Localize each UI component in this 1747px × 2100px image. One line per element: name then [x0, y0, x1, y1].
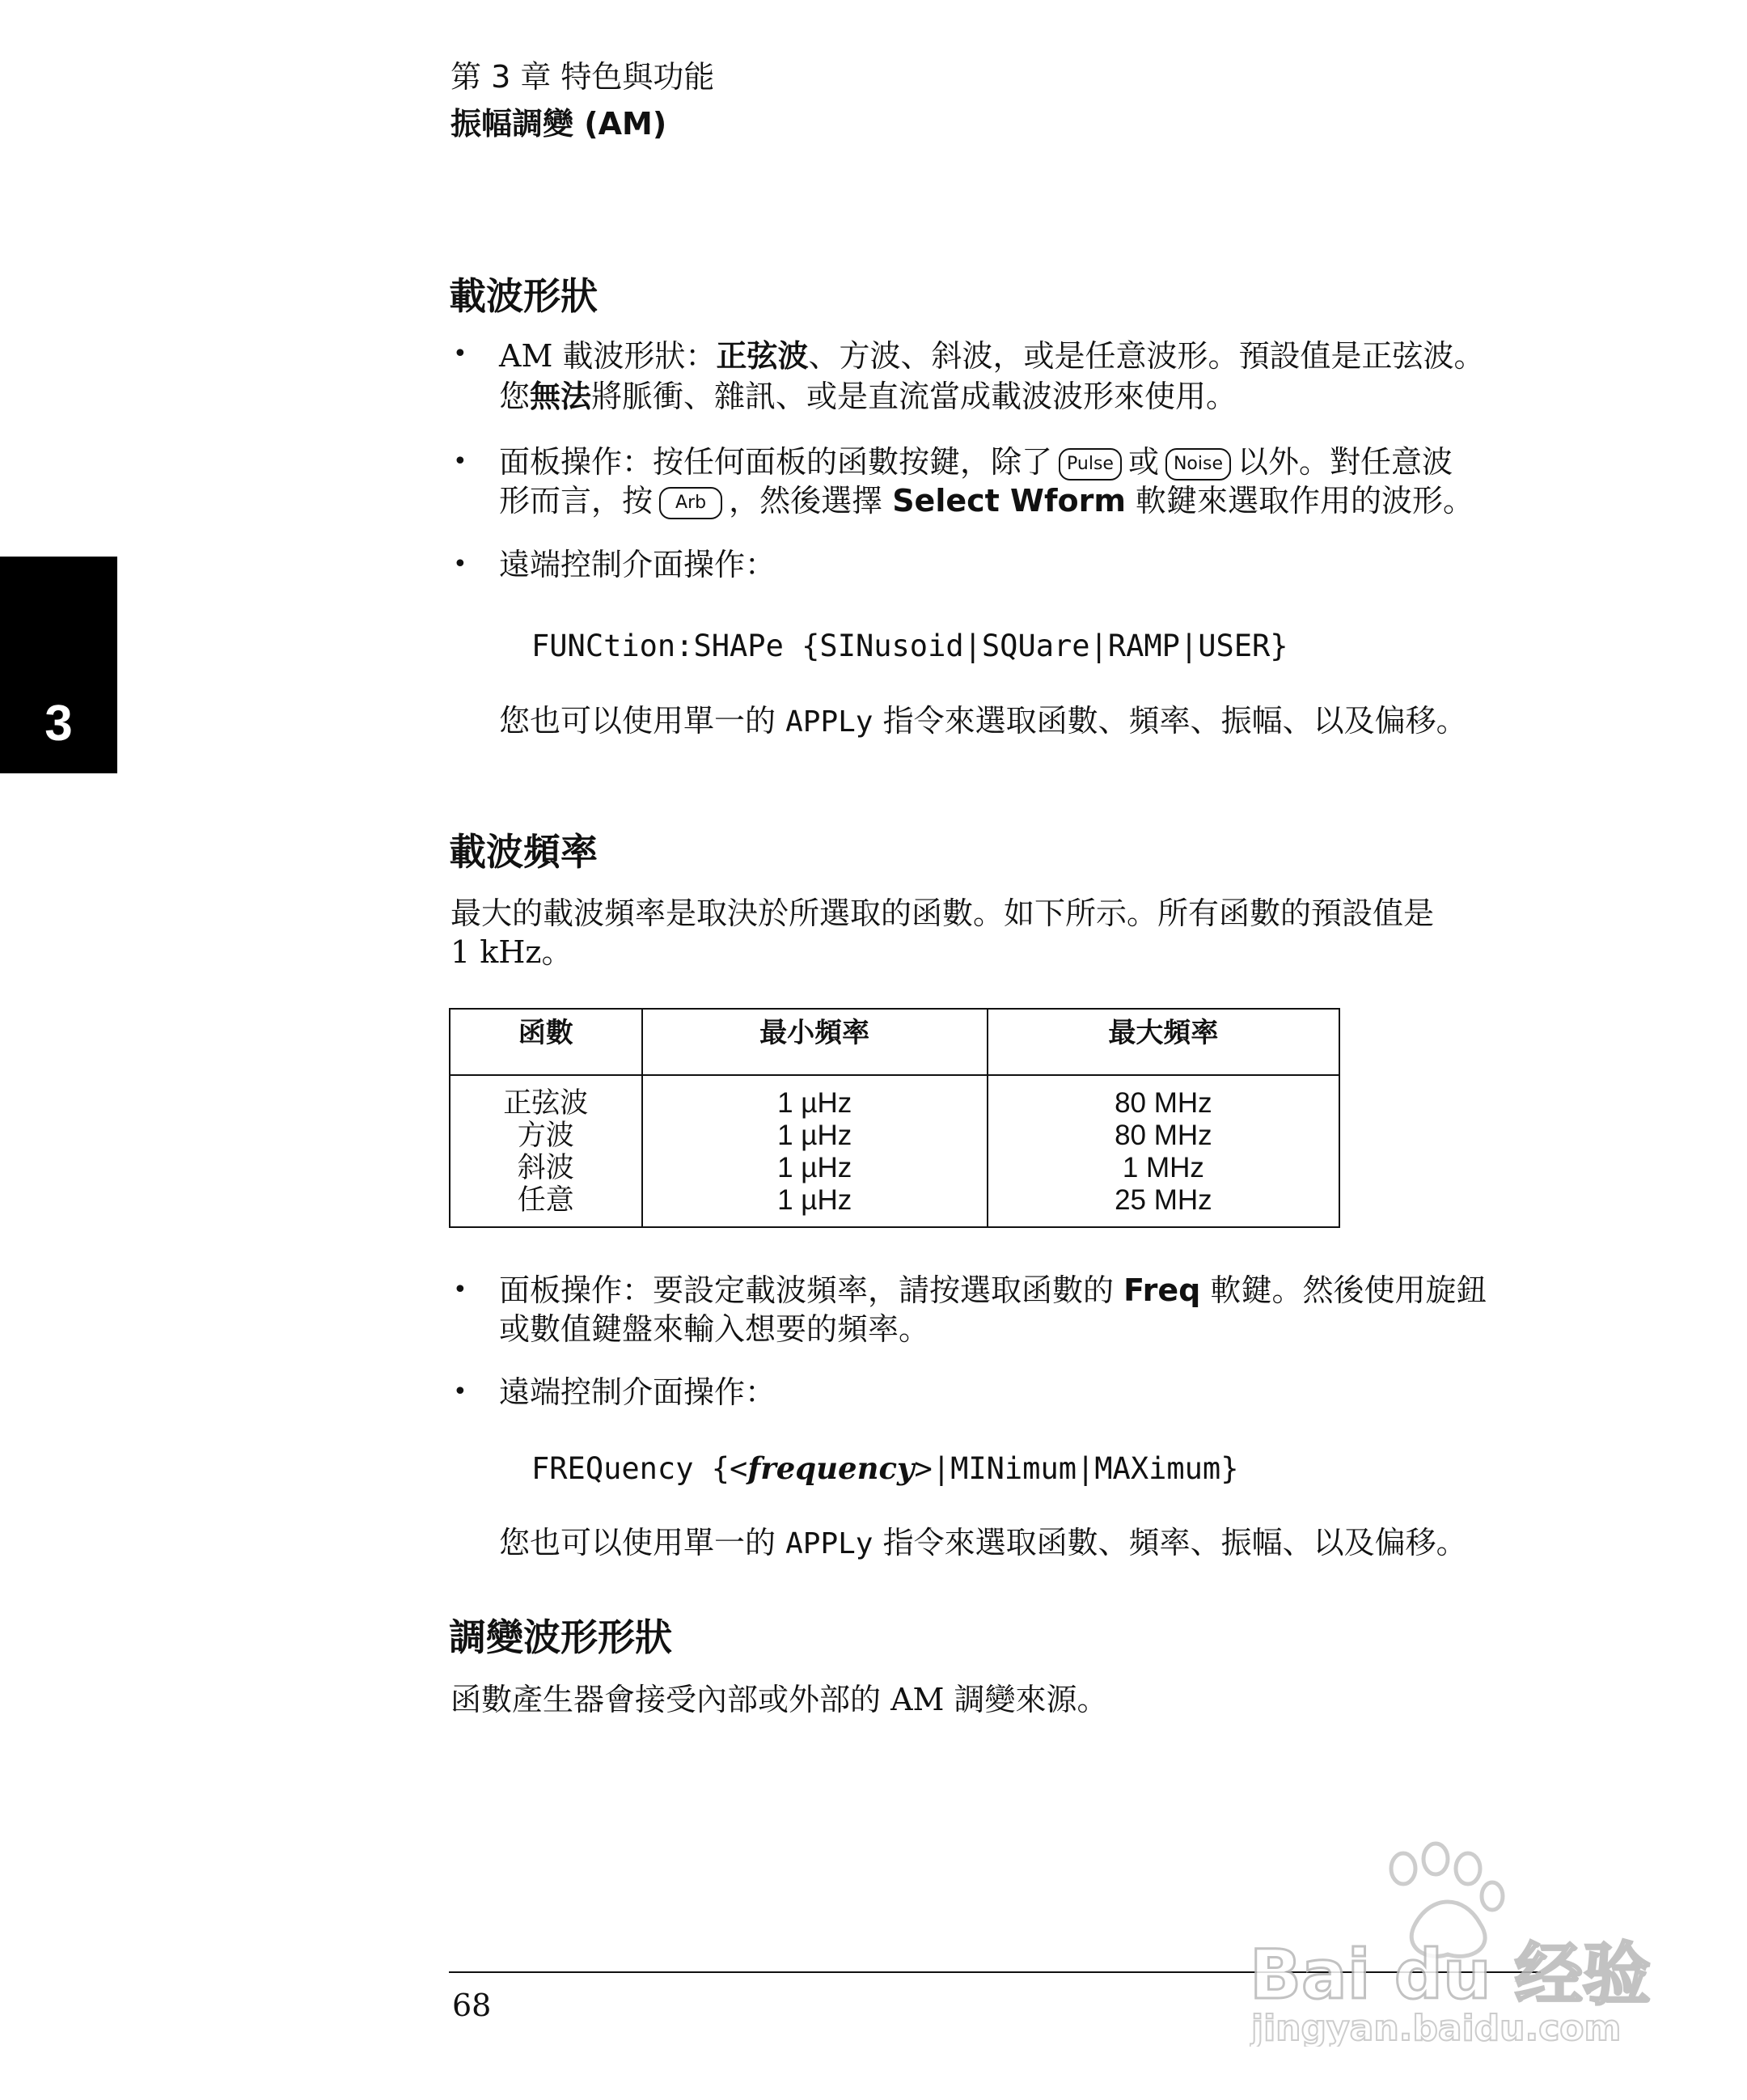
- min-frequency-cell: [642, 1075, 988, 1227]
- carrier-shape-apply-note: 您也可以使用單一的 APPLy 指令來選取函數、頻率、振幅、以及偏移。: [499, 703, 1467, 739]
- page-number: 68: [452, 1988, 492, 2023]
- carrier-shape-bullet-1-line-2: 您無法將脈衝、雜訊、或是直流當成載波波形來使用。: [499, 379, 1237, 414]
- max-frequency-cell: [988, 1075, 1339, 1227]
- table-header-row: [450, 1009, 1339, 1075]
- carrier-shape-bullet-2-line-1: 面板操作：按任何面板的函數按鍵，除了 Pulse 或 Noise 以外。對任意波: [499, 444, 1453, 480]
- carrier-freq-apply-note: 您也可以使用單一的 APPLy 指令來選取函數、頻率、振幅、以及偏移。: [499, 1525, 1467, 1560]
- heading-carrier-frequency: 載波頻率: [449, 830, 598, 874]
- max-frequency-value: 80 MHz: [1115, 1087, 1212, 1119]
- pulse-key-icon: Pulse: [1059, 448, 1122, 481]
- chapter-side-tab: [0, 557, 117, 773]
- bullet-marker: •: [453, 550, 467, 578]
- frequency-scpi-command: FREQuency {<frequency>|MINimum|MAXimum}: [531, 1450, 1239, 1486]
- carrier-freq-paragraph-line-2: 1 kHz。: [450, 934, 573, 970]
- carrier-freq-bullet-1-line-1: 面板操作：要設定載波頻率，請按選取函數的 Freq 軟鍵。然後使用旋鈕: [499, 1272, 1487, 1308]
- baidu-logo-text: Bai du 经验: [1250, 1935, 1651, 2014]
- bullet-marker: •: [453, 1378, 467, 1406]
- column-header-max-frequency: 最大頻率: [988, 1009, 1339, 1075]
- arb-key-icon: Arb: [659, 487, 722, 519]
- min-frequency-value: 1 µHz: [777, 1120, 852, 1151]
- chapter-header: 第 3 章 特色與功能: [450, 59, 715, 95]
- carrier-freq-bullet-1-line-2: 或數值鍵盤來輸入想要的頻率。: [499, 1311, 930, 1347]
- carrier-freq-bullet-2: 遠端控制介面操作：: [499, 1374, 776, 1410]
- chapter-tab-number: 3: [44, 696, 73, 752]
- modulating-shape-paragraph: 函數產生器會接受內部或外部的 AM 調變來源。: [450, 1682, 1108, 1717]
- noise-key-icon: Noise: [1165, 448, 1231, 481]
- table-row: [450, 1075, 1339, 1227]
- max-frequency-value: 80 MHz: [1115, 1120, 1212, 1151]
- baidu-jingyan-watermark: [1250, 1836, 1662, 2047]
- shape-scpi-command: FUNCtion:SHAPe {SINusoid|SQUare|RAMP|USER}: [531, 629, 1288, 663]
- carrier-shape-bullet-3: 遠端控制介面操作：: [499, 547, 776, 582]
- min-frequency-value: 1 µHz: [777, 1152, 852, 1183]
- bullet-marker: •: [453, 447, 467, 476]
- function-name: 正弦波: [503, 1087, 589, 1120]
- section-header: 振幅調變 (AM): [450, 106, 667, 142]
- function-name: 方波: [517, 1120, 574, 1152]
- column-header-min-frequency: 最小頻率: [642, 1009, 988, 1075]
- baidu-url-text: jingyan.baidu.com: [1251, 2008, 1622, 2047]
- carrier-frequency-table: [449, 1008, 1340, 1228]
- function-cell: [450, 1075, 642, 1227]
- max-frequency-value: 25 MHz: [1115, 1184, 1212, 1216]
- max-frequency-value: 1 MHz: [1122, 1152, 1204, 1183]
- heading-modulating-waveform-shape: 調變波形形狀: [449, 1615, 672, 1659]
- heading-carrier-shape: 載波形狀: [449, 274, 598, 318]
- carrier-freq-paragraph-line-1: 最大的載波頻率是取決於所選取的函數。如下所示。所有函數的預設值是: [450, 895, 1435, 931]
- min-frequency-value: 1 µHz: [777, 1184, 852, 1216]
- bullet-marker: •: [453, 1276, 467, 1304]
- min-frequency-value: 1 µHz: [777, 1087, 852, 1119]
- column-header-function: 函數: [450, 1009, 642, 1075]
- function-name: 任意: [517, 1184, 574, 1217]
- function-name: 斜波: [517, 1152, 574, 1184]
- carrier-shape-bullet-1-line-1: AM 載波形狀：正弦波、方波、斜波，或是任意波形。預設值是正弦波。: [499, 338, 1485, 374]
- bullet-marker: •: [453, 340, 467, 368]
- carrier-shape-bullet-2-line-2: 形而言，按 Arb ，然後選擇 Select Wform 軟鍵來選取作用的波形。: [499, 483, 1474, 519]
